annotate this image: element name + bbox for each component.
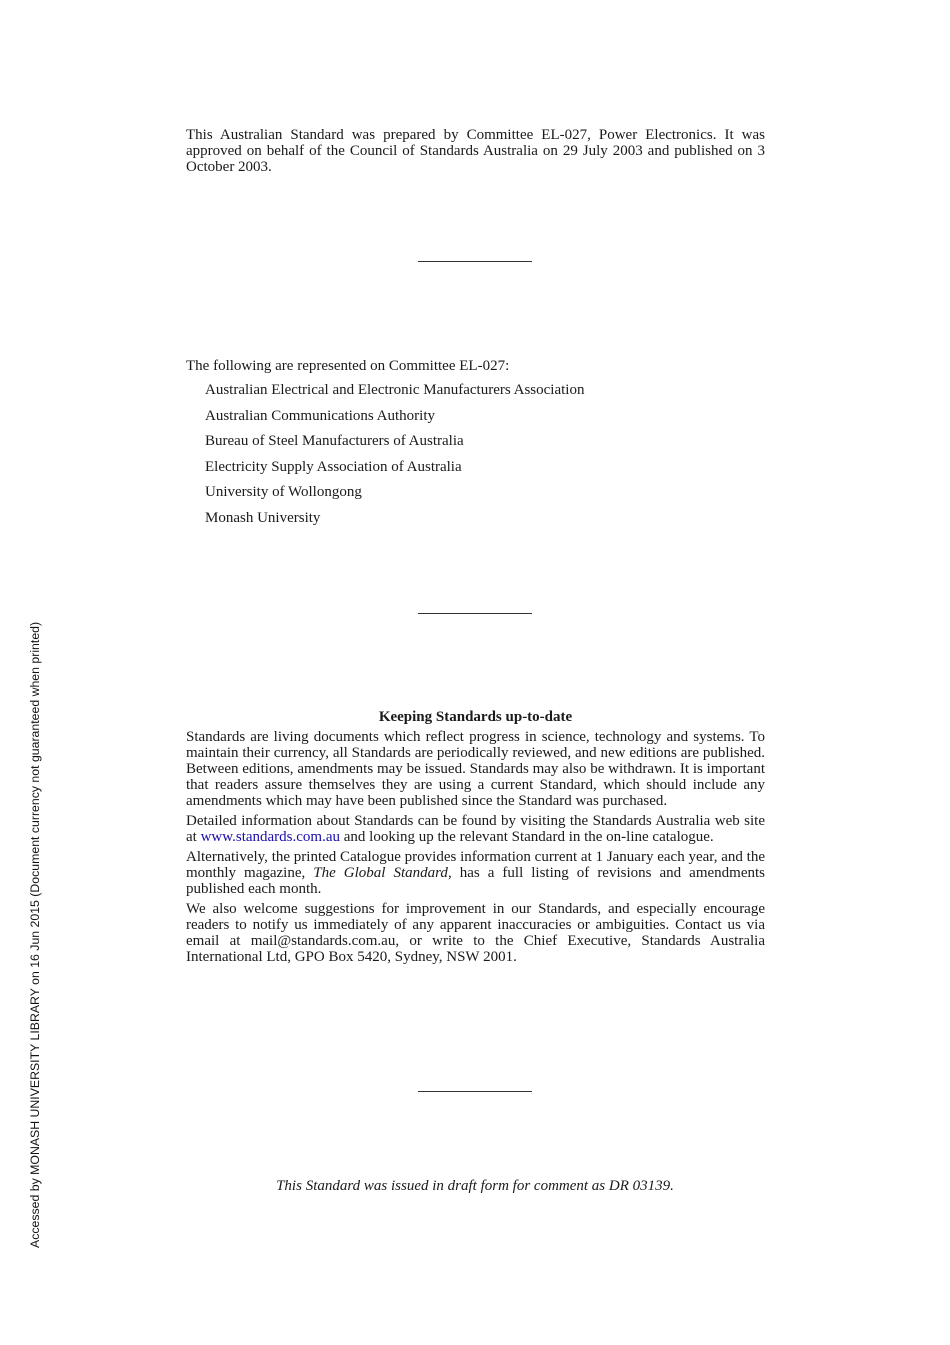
section-title: Keeping Standards up-to-date: [378, 709, 573, 725]
paragraph: We also welcome suggestions for improvement in our Standards, and especially encourage readers to notify us immediately of any apparent inaccuracies or ambiguities. Contact us via email at mail@standards.com.au, or write to the Chief Executive, Standards Australia International Ltd, GPO Box 5420, Sydney, NSW 2001.: [186, 901, 765, 965]
member-item: Australian Electrical and Electronic Manufacturers Association: [205, 382, 585, 398]
paragraph-text: and looking up the relevant Standard in the on-line catalogue.: [340, 829, 714, 845]
keeping-standards-section: [186, 708, 765, 969]
paragraph-text: , has a full listing of revisions and amendments published each month.: [186, 865, 765, 897]
paragraph: [186, 849, 765, 897]
member-item: Electricity Supply Association of Australia: [205, 458, 462, 475]
committee-heading: The following are represented on Committee EL-027:: [186, 358, 510, 374]
website-link[interactable]: www.standards.com.au: [200, 829, 340, 845]
divider-rule: [418, 613, 532, 614]
committee-members-list: [205, 380, 584, 534]
member-item: Bureau of Steel Manufacturers of Australia: [205, 433, 464, 450]
divider-rule: [418, 261, 532, 262]
paragraph-text: Alternatively, the printed Catalogue provides information current at 1 January each year, and the monthly magazine,: [186, 849, 765, 881]
member-item: Australian Communications Authority: [205, 407, 435, 424]
member-item: Monash University: [205, 509, 321, 526]
access-watermark: Accessed by MONASH UNIVERSITY LIBRARY on 16 Jun 2015 (Document currency not guaranteed when printed): [28, 621, 42, 1248]
divider-rule: [418, 1091, 532, 1092]
paragraph-text: Detailed information about Standards can be found by visiting the Standards Australia web site at: [186, 813, 765, 845]
draft-note: This Standard was issued in draft form for comment as DR 03139.: [276, 1178, 674, 1194]
paragraph: [186, 813, 765, 845]
member-item: University of Wollongong: [205, 484, 362, 501]
approval-statement: This Australian Standard was prepared by Committee EL-027, Power Electronics. It was approved on behalf of the Council of Standards Australia on 29 July 2003 and published on 3 October 2003.: [186, 127, 765, 175]
paragraph: Standards are living documents which reflect progress in science, technology and systems. To maintain their currency, all Standards are periodically reviewed, and new editions are published. Between editions, amendments may be issued. Standards may also be withdrawn. It is important that readers assure themselves they are using a current Standard, which should include any amendments which may have been published since the Standard was purchased.: [186, 729, 765, 809]
magazine-title: The Global Standard: [313, 865, 448, 881]
